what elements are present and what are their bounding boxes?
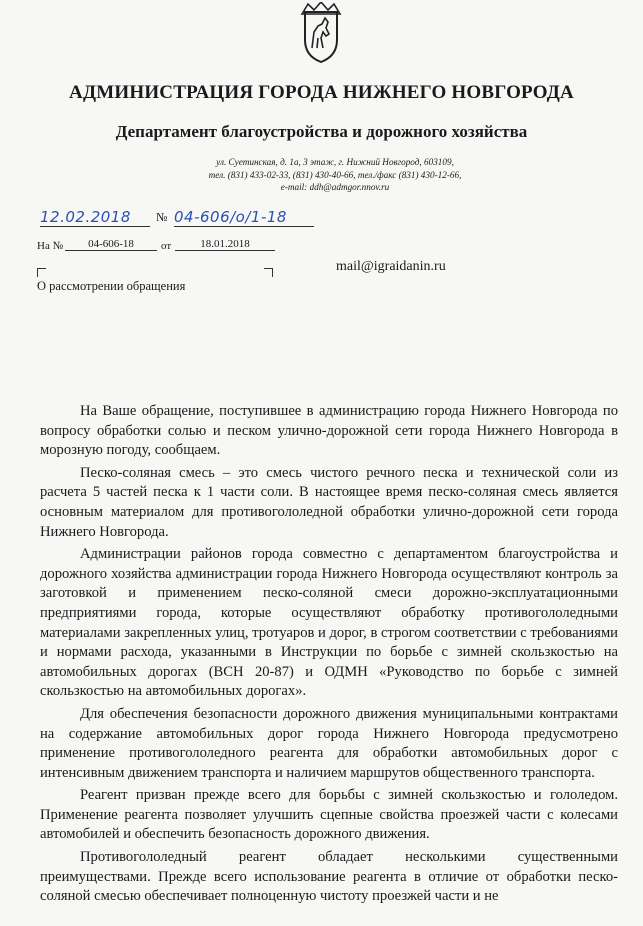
- body-paragraph: Для обеспечения безопасности дорожного движения муниципальными контрактами на содержание автомобильных дорог города Нижнего Новгорода предусмотрено применение противогололедного реагента для обработки автомобильных дорог с интенсивным движением транспорта и наличием маршрутов общественного транспорта.: [40, 705, 618, 781]
- body-paragraph: На Ваше обращение, поступившее в администрацию города Нижнего Новгорода по вопросу обработки солью и песком улично-дорожной сети города Нижнего Новгорода в морозную погоду, сообщаем.: [40, 403, 618, 459]
- contact-block: [150, 156, 520, 194]
- reference-line: [37, 238, 317, 256]
- contact-address: ул. Суетинская, д. 1а, 3 этаж, г. Нижний Новгород, 603109,: [216, 157, 454, 167]
- contact-email: e-mail: ddh@admgor.nnov.ru: [280, 182, 390, 192]
- ref-number: 04-606-18: [65, 238, 157, 251]
- contact-phones: тел. (831) 433-02-33, (831) 430-40-66, тел./факс (831) 430-12-66,: [208, 169, 462, 180]
- number-label: №: [156, 210, 168, 224]
- department-title: Департамент благоустройства и дорожного хозяйства: [115, 122, 528, 141]
- body-paragraph: Песко-соляная смесь – это смесь чистого речного песка и технической соли из расчета 5 частей песка к 1 части соли. В настоящее время песко-соляная смесь является основным материалом для противогололедной обработки улично-дорожной сети города Нижнего Новгорода.: [40, 464, 618, 540]
- number-underline: [174, 226, 314, 227]
- body-paragraph: Противогололедный реагент обладает несколькими существенными преимуществами. Прежде всего использование реагента в отличие от обработки песко-соляной смесью обеспечивает полноценную чистоту проезжей части и не: [40, 849, 618, 905]
- subject-line: О рассмотрении обращения: [37, 279, 186, 293]
- subject-bracket-right: [264, 268, 273, 277]
- ref-number-label: На №: [37, 240, 64, 252]
- registration-stamp: [40, 206, 300, 230]
- date-underline: [40, 226, 150, 227]
- body-paragraph: Реагент призван прежде всего для борьбы с зимней скользкостью и гололедом. Применение реагента позволяет улучшить сцепные свойства проезжей части с колесами автомобилей и обеспечить безопасность дорожного движения.: [40, 787, 618, 843]
- subject-bracket-left: [37, 268, 46, 277]
- ref-from-label: от: [161, 240, 172, 252]
- handwritten-number: 04-606/о/1-18: [174, 208, 287, 226]
- city-coat-of-arms: [296, 2, 346, 64]
- recipient-email: mail@igraidanin.ru: [336, 259, 446, 274]
- handwritten-date: 12.02.2018: [40, 208, 131, 226]
- letter-body: [40, 402, 618, 910]
- organization-title: АДМИНИСТРАЦИЯ ГОРОДА НИЖНЕГО НОВГОРОДА: [69, 82, 574, 103]
- ref-date: 18.01.2018: [175, 238, 275, 251]
- body-paragraph: Администрации районов города совместно с департаментом благоустройства и дорожного хозяйства администрации города Нижнего Новгорода осуществляют контроль за заготовкой и применением песко-соляной смеси дорожно-эксплуатационными предприятиями города, которые осуществляют обработку противогололедными материалами закрепленных улиц, тротуаров и дорог, в строгом соответствии с требованиями и нормами расхода, указанными в Инструкции по борьбе с зимней скользкостью на автомобильных дорогах (ВСН 20-87) и ОДМН «Руководство по борьбе с зимней скользкостью на автомобильных дорогах».: [40, 546, 618, 700]
